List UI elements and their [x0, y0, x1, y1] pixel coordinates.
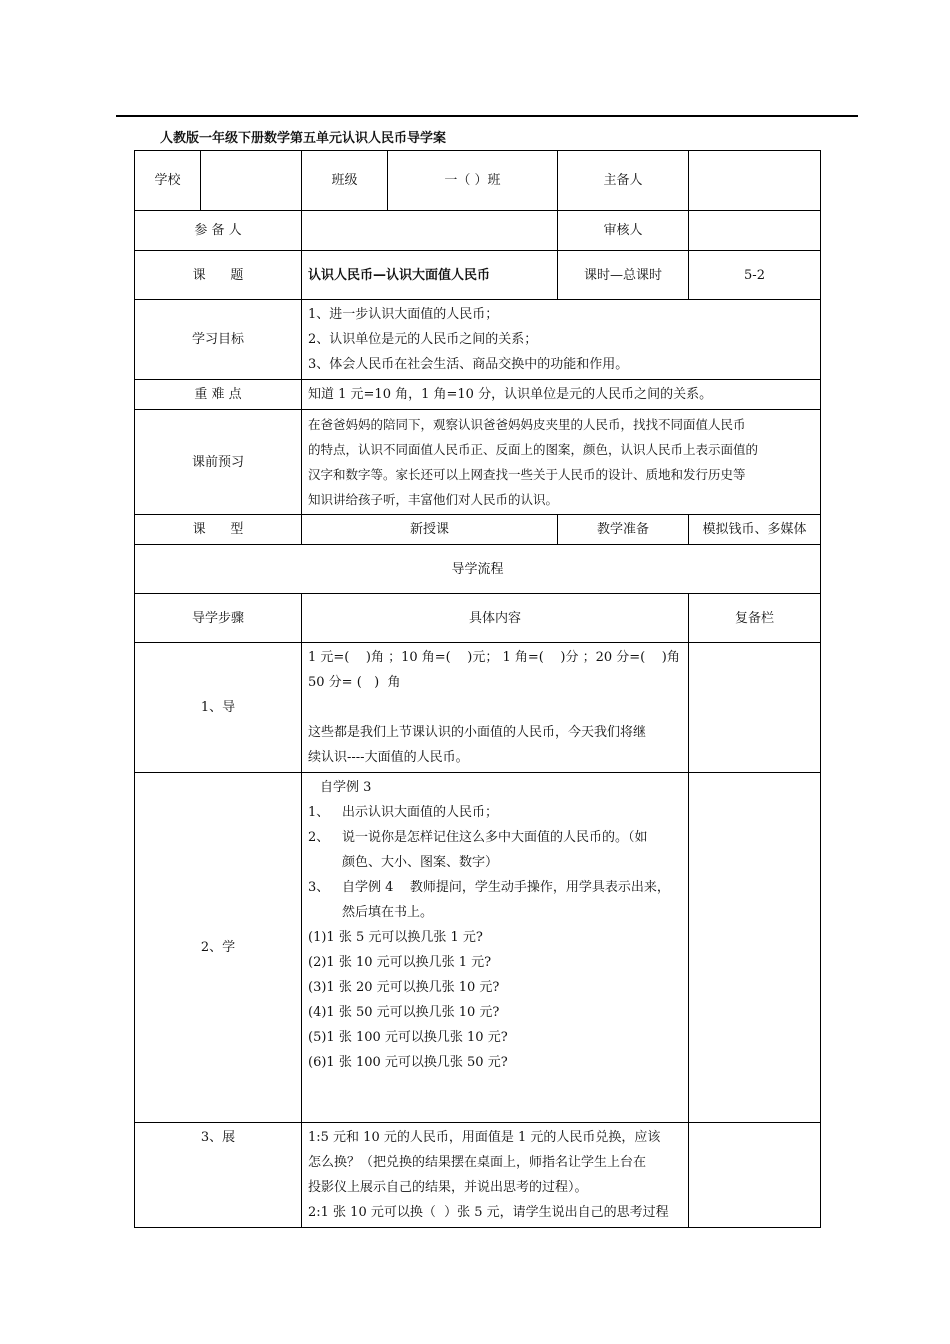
step2-item: 2、 说一说你是怎样记住这么多中大面值的人民币的。（如 [308, 830, 648, 845]
key-points-value: 知道 1 元=10 角，1 角=10 分，认识单位是元的人民币之间的关系。 [302, 380, 821, 410]
step2-item: 3、 自学例 4 教师提问，学生动手操作，用学具表示出来， [308, 880, 670, 895]
goals-content [302, 300, 821, 380]
step2-content [302, 773, 689, 1123]
step2-label: 2、学 [135, 773, 302, 1123]
step3-line: 投影仪上展示自己的结果，并说出思考的过程）。 [308, 1180, 588, 1195]
header-rule [116, 115, 858, 117]
prep-label: 教学准备 [558, 515, 689, 545]
flow-header-step: 导学步骤 [135, 594, 302, 643]
topic-value: 认识人民币—认识大面值人民币 [302, 251, 558, 300]
goal-item: 1、进一步认识大面值的人民币； [308, 307, 499, 322]
class-value: 一（ ）班 [388, 151, 558, 211]
document-title: 人教版一年级下册数学第五单元认识人民币导学案 [160, 131, 447, 146]
step3-line: 怎么换？（把兑换的结果摆在桌面上，师指名让学生上台在 [308, 1155, 647, 1170]
class-label: 班级 [302, 151, 388, 211]
preparer-value [689, 151, 821, 211]
preview-line: 知识讲给孩子听，丰富他们对人民币的认识。 [308, 492, 559, 507]
key-points-label: 重 难 点 [135, 380, 302, 410]
step3-notes [689, 1123, 821, 1228]
step2-item-cont: 然后填在书上。 [342, 905, 434, 920]
step1-notes [689, 643, 821, 773]
school-label: 学校 [135, 151, 201, 211]
step1-line: 50 分= ( ) 角 [308, 675, 401, 690]
step1-line: 续认识----大面值的人民币。 [308, 750, 469, 765]
hours-value: 5-2 [689, 251, 821, 300]
preview-content [302, 410, 821, 515]
step2-question: (1)1 张 5 元可以换几张 1 元? [308, 930, 483, 945]
goal-item: 2、认识单位是元的人民币之间的关系； [308, 332, 538, 347]
preview-line: 汉字和数字等。家长还可以上网查找一些关于人民币的设计、质地和发行历史等 [308, 467, 746, 482]
preview-label: 课前预习 [135, 410, 302, 515]
goal-item: 3、体会人民币在社会生活、商品交换中的功能和作用。 [308, 357, 629, 372]
step2-question: (4)1 张 50 元可以换几张 10 元? [308, 1005, 500, 1020]
preview-line: 的特点，认识不同面值人民币正、反面上的图案，颜色，认识人民币上表示面值的 [308, 442, 759, 457]
step3-content [302, 1123, 689, 1228]
step2-item-cont: 颜色、大小、图案、数字） [342, 855, 499, 870]
flow-title: 导学流程 [135, 545, 821, 594]
reviewer-label: 审核人 [558, 211, 689, 251]
reviewer-value [689, 211, 821, 251]
flow-header-notes: 复备栏 [689, 594, 821, 643]
step1-content [302, 643, 689, 773]
step3-line: 2:1 张 10 元可以换（ ）张 5 元，请学生说出自己的思考过程 [308, 1205, 669, 1220]
topic-label: 课 题 [135, 251, 302, 300]
prep-value: 模拟钱币、多媒体 [689, 515, 821, 545]
co-preparer-label: 参 备 人 [135, 211, 302, 251]
preparer-label: 主备人 [558, 151, 689, 211]
step1-line: 1 元=( )角 ；10 角=( )元； 1 角=( )分 ；20 分=( )角 [308, 650, 680, 665]
step2-question: (6)1 张 100 元可以换几张 50 元? [308, 1055, 508, 1070]
step1-line: 这些都是我们上节课认识的小面值的人民币，今天我们将继 [308, 725, 647, 740]
step3-label: 3、展 [135, 1123, 302, 1228]
step3-line: 1:5 元和 10 元的人民币，用面值是 1 元的人民币兑换，应该 [308, 1130, 661, 1145]
school-value [201, 151, 302, 211]
step2-item: 1、 出示认识大面值的人民币； [308, 805, 499, 820]
step2-intro: 自学例 3 [320, 780, 372, 795]
step1-label: 1、导 [135, 643, 302, 773]
co-preparer-value [302, 211, 558, 251]
step2-question: (5)1 张 100 元可以换几张 10 元? [308, 1030, 508, 1045]
preview-line: 在爸爸妈妈的陪同下，观察认识爸爸妈妈皮夹里的人民币，找找不同面值人民币 [308, 417, 746, 432]
flow-header-content: 具体内容 [302, 594, 689, 643]
lesson-type-label: 课 型 [135, 515, 302, 545]
hours-label: 课时—总课时 [558, 251, 689, 300]
lesson-plan-table [134, 150, 821, 1228]
step1-line [308, 695, 682, 720]
step2-question: (2)1 张 10 元可以换几张 1 元? [308, 955, 492, 970]
lesson-type-value: 新授课 [302, 515, 558, 545]
step2-notes [689, 773, 821, 1123]
step2-question: (3)1 张 20 元可以换几张 10 元? [308, 980, 500, 995]
goals-label: 学习目标 [135, 300, 302, 380]
